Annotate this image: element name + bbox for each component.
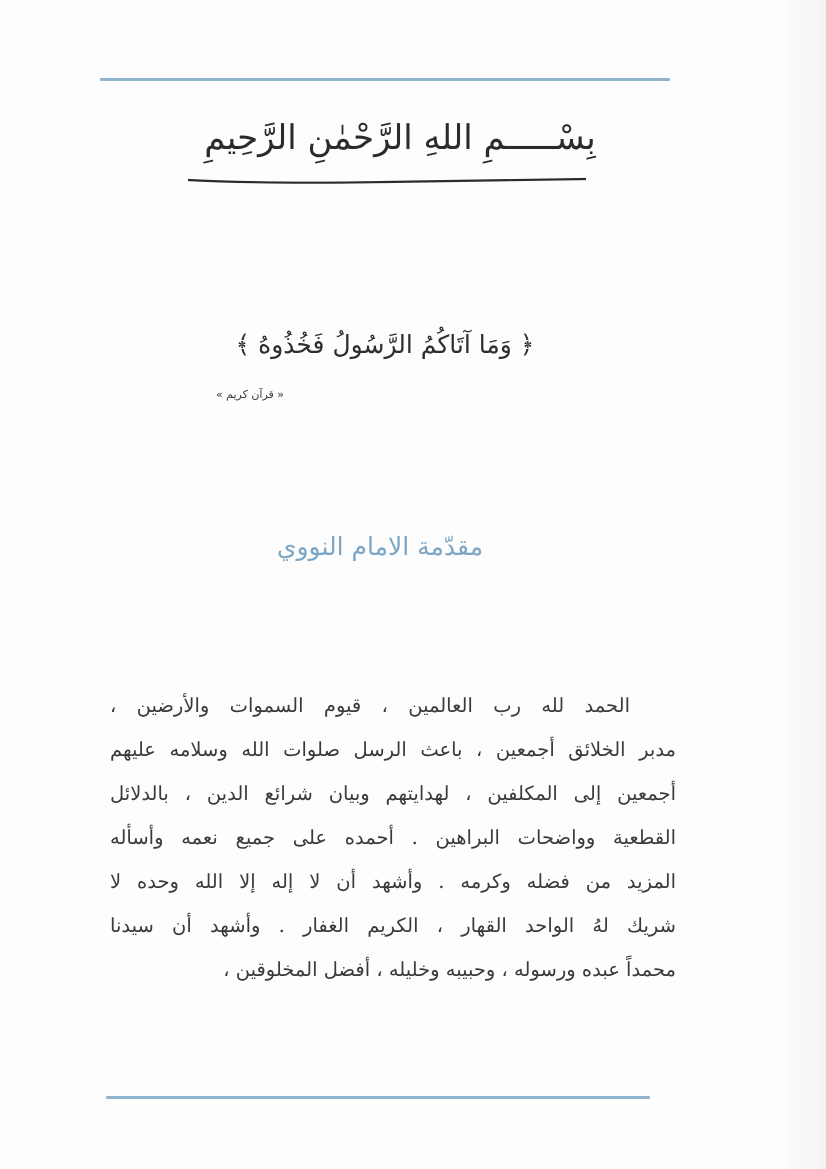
scan-edge-shadow — [778, 0, 826, 1169]
body-line: الحمد لله رب العالمين ، قيوم السموات والأرضين ، — [110, 694, 630, 717]
body-paragraph — [110, 684, 676, 992]
quran-verse: ﴿ وَمَا آتَاكُمُ الرَّسُولُ فَخُذُوهُ ﴾ — [235, 330, 535, 359]
body-line: محمداً عبده ورسوله ، وحبيبه وخليله ، أفضل المخلوقين ، — [223, 958, 676, 981]
body-line: أجمعين إلى المكلفين ، لهدايتهم وبيان شرائع الدين ، بالدلائل — [110, 782, 676, 805]
basmala-flourish-ornament — [186, 170, 588, 188]
body-line: شريك لهُ الواحد القهار ، الكريم الغفار . وأشهد أن سيدنا — [110, 914, 676, 937]
body-line: المزيد من فضله وكرمه . وأشهد أن لا إله إلا الله وحده لا — [110, 870, 676, 893]
top-divider — [100, 78, 670, 81]
bottom-divider — [106, 1096, 650, 1099]
verse-source: « قرآن كريم » — [215, 388, 285, 401]
chapter-title: مقدّمة الامام النووي — [276, 532, 484, 561]
body-line: القطعية وواضحات البراهين . أحمده على جميع نعمه وأسأله — [110, 826, 676, 849]
body-line: مدبر الخلائق أجمعين ، باعث الرسل صلوات الله وسلامه عليهم — [110, 738, 676, 761]
basmala-heading: بِسْـــــمِ اللهِ الرَّحْمٰنِ الرَّحِيمِ — [204, 118, 596, 158]
